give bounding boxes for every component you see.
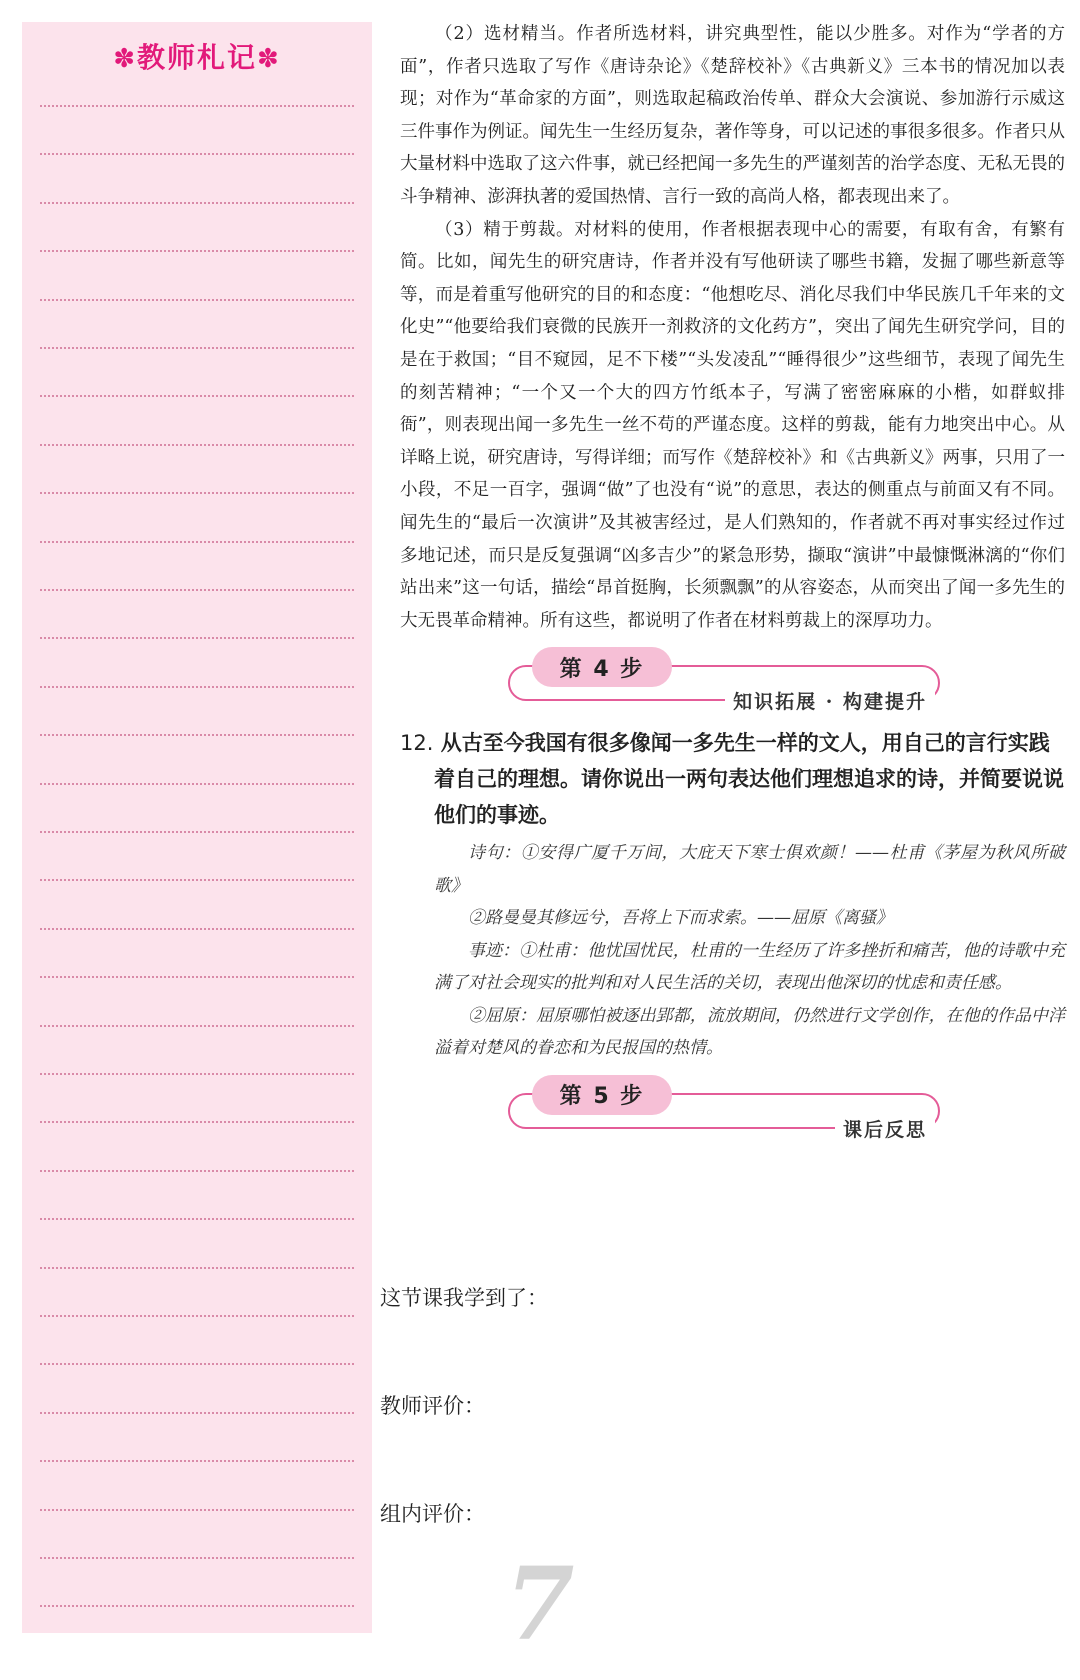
note-line [40,1170,354,1172]
note-line [40,1121,354,1123]
step-label: 第 4 步 [532,647,672,687]
step-4-banner [400,643,1065,717]
flower-icon: ✽ [113,44,137,74]
note-line [40,202,354,204]
answer-line: ②路曼曼其修远兮，吾将上下而求索。——屈原《离骚》 [468,908,893,929]
note-line [40,1509,354,1511]
note-line [40,589,354,591]
note-line [40,1557,354,1559]
note-line [40,395,354,397]
answer-line: ②屈原：屈原哪怕被逐出郢都，流放期间，仍然进行文学创作，在他的作品中洋溢着对楚风的眷恋和为民报国的热情。 [434,1005,1065,1059]
page-number: 7 [505,1545,575,1663]
teacher-notes-sidebar [22,22,372,1633]
note-line [40,879,354,881]
note-line [40,637,354,639]
note-line [40,1025,354,1027]
paragraph-selection: （2）选材精当。作者所选材料，讲究典型性，能以少胜多。对作为“学者的方面”，作者只选取了写作《唐诗杂论》《楚辞校补》《古典新义》三本书的情况加以表现；对作为“革命家的方面”，则选取起稿政治传单、群众大会演说、参加游行示威这三件事作为例证。闻先生一生经历复杂，著作等身，可以记述的事很多很多。作者只从大量材料中选取了这六件事，就已经把闻一多先生的严谨刻苦的治学态度、无私无畏的斗争精神、澎湃执著的爱国热情、言行一致的高尚人格，都表现出来了。 [400,24,1065,207]
main-content [400,18,1065,1145]
question-text: 从古至今我国有很多像闻一多先生一样的文人，用自己的言行实践着自己的理想。请你说出一两句表达他们理想追求的诗，并简要说说他们的事迹。 [434,731,1064,828]
note-line [40,783,354,785]
paragraph-tailoring: （3）精于剪裁。对材料的使用，作者根据表现中心的需要，有取有舍，有繁有简。比如，闻先生的研究唐诗，作者并没有写他研读了哪些书籍，发掘了哪些新意等等，而是着重写他研究的目的和态度：“他想吃尽、消化尽我们中华民族几千年来的文化史”“他要给我们衰微的民族开一剂救济的文化药方”，突出了闻先生研究学问，目的是在于救国；“目不窥园，足不下楼”“头发凌乱”“睡得很少”这些细节，表现了闻先生的刻苦精神；“一个又一个大的四方竹纸本子，写满了密密麻麻的小楷，如群蚁排衙”，则表现出闻一多先生一丝不苟的严谨态度。这样的剪裁，能有力地突出中心。从详略上说，研究唐诗，写得详细；而写作《楚辞校补》和《古典新义》两事，只用了一小段，不足一百字，强调“做”了也没有“说”的意思，表达的侧重点与前面又有不同。闻先生的“最后一次演讲”及其被害经过，是人们熟知的，作者就不再对事实经过作过多地记述，而只是反复强调“凶多吉少”的紧急形势，撷取“演讲”中最慷慨淋漓的“你们站出来”这一句话，描绘“昂首挺胸，长须飘飘”的从容姿态，从而突出了闻一多先生的大无畏革命精神。所有这些，都说明了作者在材料剪裁上的深厚功力。 [400,219,1065,631]
note-line [40,250,354,252]
reflection-teacher-eval: 教师评价： [380,1394,485,1418]
note-line [40,541,354,543]
step-subtitle: 课后反思 [835,1115,935,1142]
note-line [40,686,354,688]
question-number: 12. [400,731,434,756]
flower-icon: ✽ [257,44,281,74]
note-line [40,347,354,349]
answer-line: 诗句：①安得广厦千万间，大庇天下寒士俱欢颜！——杜甫《茅屋为秋风所破歌》 [434,843,1065,896]
note-line [40,1460,354,1462]
note-line [40,928,354,930]
note-line [40,831,354,833]
question-12 [400,725,1065,833]
note-line [40,444,354,446]
note-line [40,1363,354,1365]
note-line [40,1267,354,1269]
sidebar-title [22,36,372,76]
sidebar-title-text: 教师札记 [136,41,257,74]
note-line [40,299,354,301]
note-line [40,1073,354,1075]
note-line [40,1412,354,1414]
note-line [40,734,354,736]
note-line [40,1605,354,1607]
step-label: 第 5 步 [532,1075,672,1115]
note-line [40,492,354,494]
note-line [40,1218,354,1220]
note-line [40,976,354,978]
answer-line: 事迹：①杜甫：他忧国忧民，杜甫的一生经历了许多挫折和痛苦，他的诗歌中充满了对社会现实的批判和对人民生活的关切，表现出他深切的忧虑和责任感。 [434,940,1065,994]
note-line [40,105,354,107]
reflection-group-eval: 组内评价： [380,1502,485,1526]
reflection-learned: 这节课我学到了： [380,1286,548,1310]
note-line [40,153,354,155]
step-5-banner [400,1071,1065,1145]
note-line [40,1315,354,1317]
step-subtitle: 知识拓展 · 构建提升 [725,687,935,714]
